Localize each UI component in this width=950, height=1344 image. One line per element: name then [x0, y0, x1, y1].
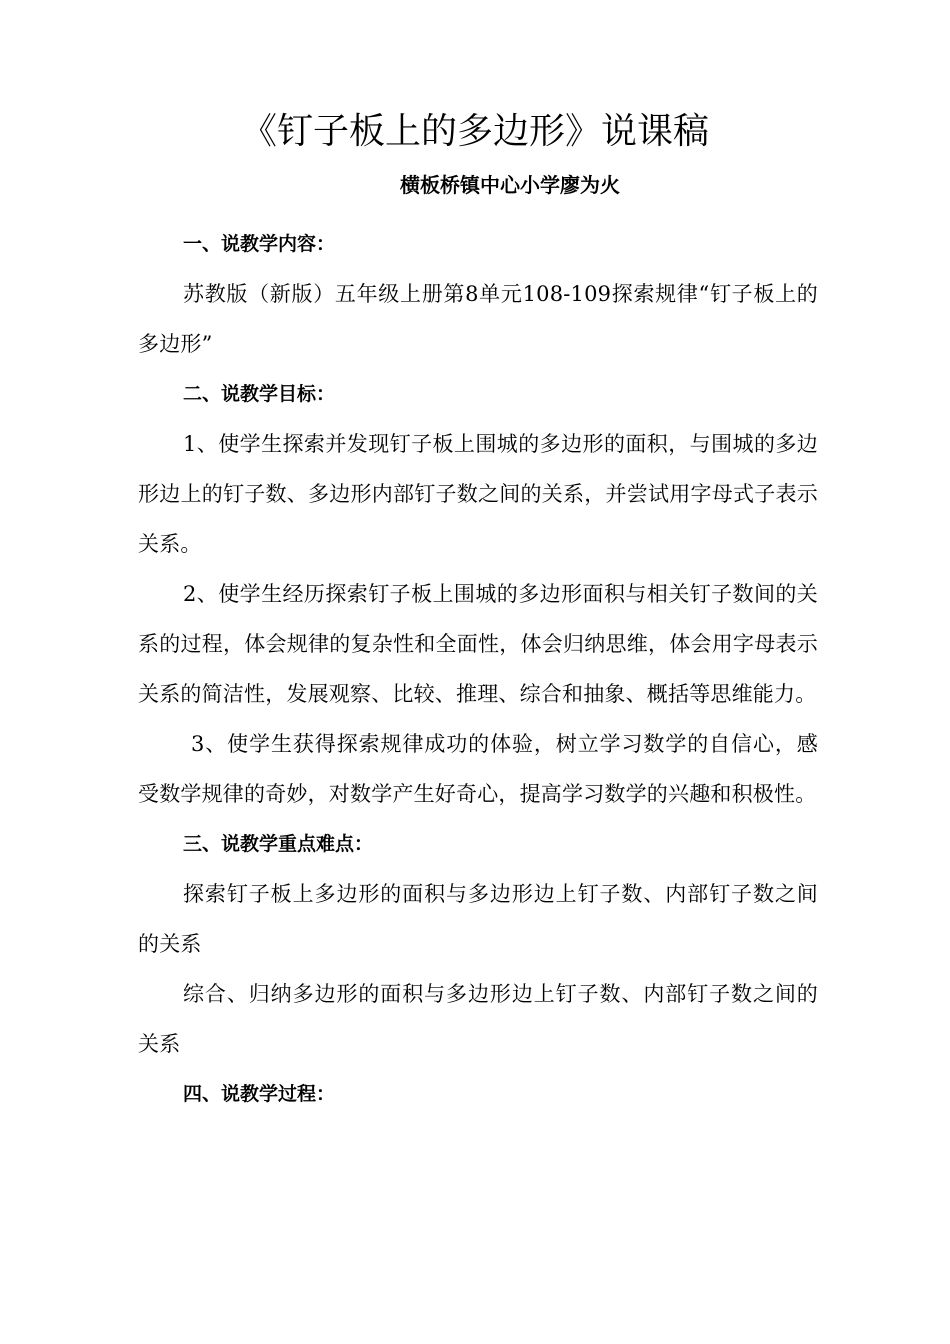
key-point-paragraph: 探索钉子板上多边形的面积与多边形边上钉子数、内部钉子数之间的关系: [138, 882, 818, 956]
document-title: 《钉子板上的多边形》说课稿: [240, 111, 709, 152]
difficulty-paragraph: 综合、归纳多边形的面积与多边形边上钉子数、内部钉子数之间的关系: [138, 982, 818, 1056]
document-body: [138, 219, 818, 1119]
section-heading-content: 一、说教学内容：: [183, 233, 336, 255]
objective-paragraph-3: 3、使学生获得探索规律成功的体验，树立学习数学的自信心，感受数学规律的奇妙，对数学产生好奇心，提高学习数学的兴趣和积极性。: [138, 732, 818, 806]
section-heading-key-points: 三、说教学重点难点：: [183, 833, 374, 855]
content-paragraph: 苏教版（新版）五年级上册第8单元108-109探索规律“钉子板上的多边形”: [138, 282, 818, 356]
section-heading-objectives: 二、说教学目标：: [183, 383, 336, 405]
objective-paragraph-1: 1、使学生探索并发现钉子板上围城的多边形的面积，与围城的多边形边上的钉子数、多边形内部钉子数之间的关系，并尝试用字母式子表示关系。: [138, 432, 818, 556]
section-heading-process: 四、说教学过程：: [183, 1083, 336, 1105]
objective-paragraph-2: 2、使学生经历探索钉子板上围城的多边形面积与相关钉子数间的关系的过程，体会规律的复杂性和全面性，体会归纳思维，体会用字母表示关系的简洁性，发展观察、比较、推理、综合和抽象、概括等思维能力。: [138, 582, 818, 706]
document-author: 横板桥镇中心小学廖为火: [400, 173, 620, 197]
